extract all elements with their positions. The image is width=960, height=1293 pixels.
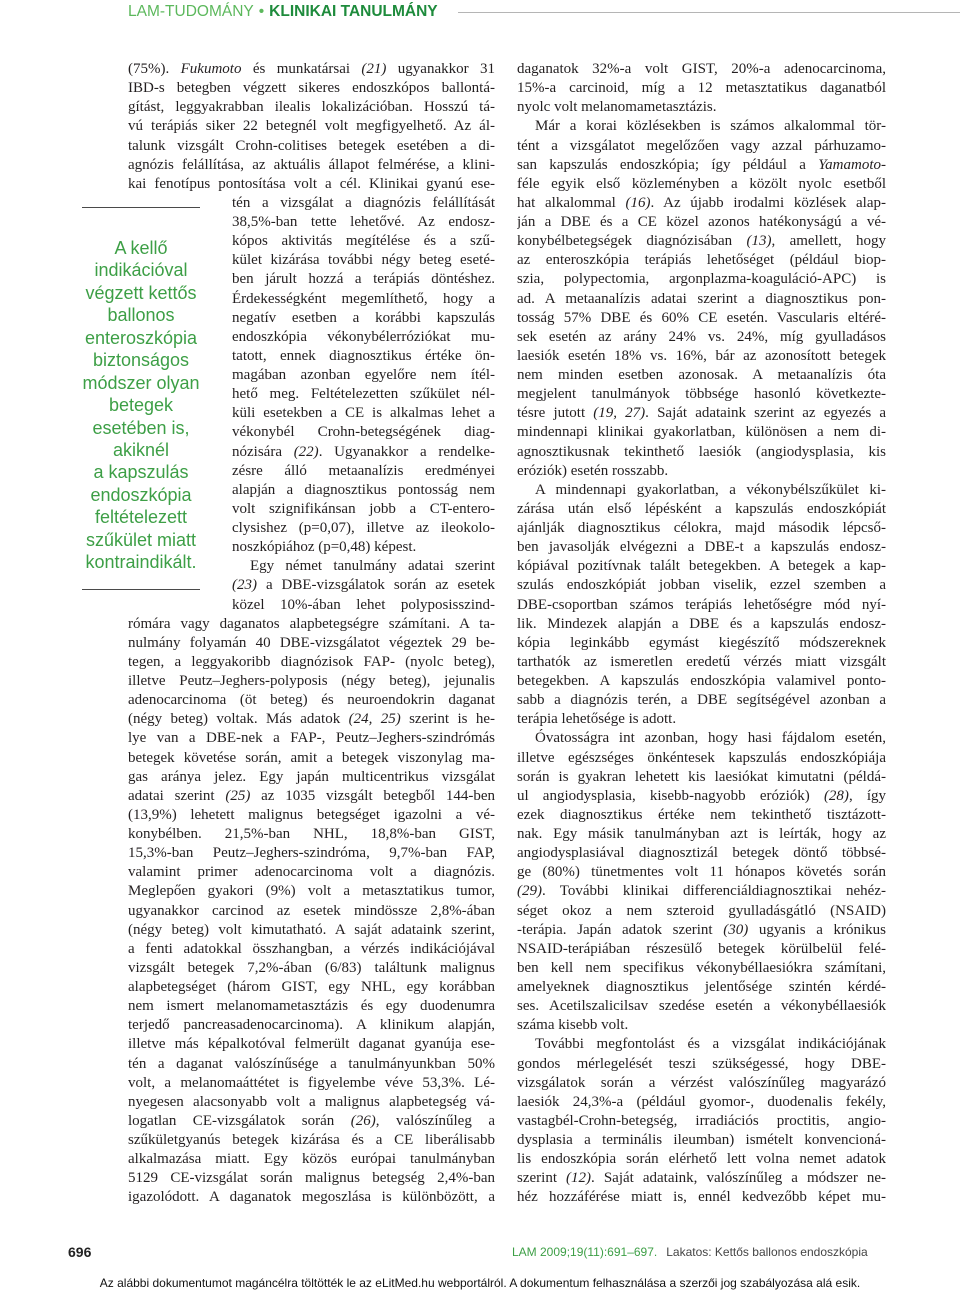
text-line: clysishez (p=0,07), illetve az ileokolo- xyxy=(232,520,495,536)
page-number: 696 xyxy=(68,1244,92,1260)
text-segment: ul angiodysplasia, kisebb-nagyobb eróziók) xyxy=(517,787,824,804)
pull-quote-line: módszer olyan xyxy=(82,372,200,393)
text-segment: tésre jutott xyxy=(517,405,594,422)
text-line: tén a vizsgálat a diagnózis felállítását xyxy=(232,194,495,211)
pull-quote-line: endoszkópia xyxy=(90,484,192,505)
text-line: gondos mérlegelését teszi szükségessé, hogy DBE- xyxy=(517,1055,886,1072)
header-section-label: LAM-TUDOMÁNY xyxy=(128,3,254,20)
text-line: valamint primer adenocarcinoma volt a diagnózis. xyxy=(128,864,495,881)
text-line: héz hozzáférése miatt is, ennél kedvezőbb képet mu- xyxy=(517,1189,886,1206)
header-separator: • xyxy=(258,3,265,20)
running-header xyxy=(128,2,438,22)
text-segment: logatlan CE-vizsgálatok során xyxy=(128,1112,351,1129)
text-line: ugyanakkor carcinod az esetek mindössze 2,8%-ában xyxy=(128,902,495,919)
italic-text: (13) xyxy=(746,233,772,250)
text-line: szia, polypectomia, argonplazma-koaguláció-APC) is xyxy=(517,271,886,288)
text-line: magában azonban egyelőre nem ítél- xyxy=(232,367,495,383)
text-segment: szerint xyxy=(517,1170,567,1187)
text-line: ge (80%) tünetmentes volt 11 hónapos követés során xyxy=(517,864,886,881)
text-line xyxy=(517,232,886,251)
text-line xyxy=(517,1169,886,1188)
text-line: adenocarcinoma (öt beteg) és neuroendokrin daganat xyxy=(128,692,495,709)
text-segment: ugyanakkor 31 xyxy=(386,61,495,77)
text-line: eróziók) esetén rosszabb. xyxy=(517,462,669,479)
text-line: megjelent tanulmányok többsége hasonló következte- xyxy=(517,386,886,403)
text-line: amelyeknek diagnosztikus jelentősége szintén kérdé- xyxy=(517,979,886,995)
text-line: ses. Acetilszalicilsav szedése esetén a vékonybéllaesiók xyxy=(517,998,886,1015)
text-line: (négy beteg) volt kimutatható. A saját adataink szerint, xyxy=(128,921,495,938)
text-segment: nózisára xyxy=(232,443,294,460)
text-line: alkalmazása miatt. Egy közös európai tanulmányban xyxy=(128,1151,495,1168)
text-line: 15,3%-ban Peutz–Jeghers-szindróma, 9,7%-ban FAP, xyxy=(128,845,495,862)
text-line: ján a DBE és a CE közel azonos hatékonyságú a vé- xyxy=(517,214,886,230)
text-line: ajánlják diagnosztikus célokra, majd második lépcső- xyxy=(517,520,886,536)
text-line: negatív esetben a korábbi kapszulás xyxy=(232,309,495,326)
text-line: lik. Mindezek alapján a DBE és a kapszulás endosz- xyxy=(517,615,886,632)
text-line: illetve más képalkotóval felmerült daganat gyanúja ese- xyxy=(128,1036,495,1053)
text-line: alapján a diagnosztikus pontosság nem xyxy=(232,481,495,498)
text-segment: . Saját adataink szerint az egyezés a xyxy=(645,405,886,422)
text-line: ben javasolják elvégezni a DBE-t a kapszulás endosz- xyxy=(517,539,886,556)
text-line: laesiók 24,3%-a (például gyomor-, duodenalis fekély, xyxy=(517,1093,886,1110)
text-segment: konybélbetegségek diagnózisában xyxy=(517,233,747,250)
text-line: volt, a melanomaáttétet is figyelembe véve 53,3%. Lé- xyxy=(128,1074,495,1091)
paragraph xyxy=(517,481,886,730)
paragraph xyxy=(517,1035,886,1207)
text-line: nak. Egy másik tanulmányban azt is leírták, hogy az xyxy=(517,826,886,842)
pull-quote-line: esetében is, xyxy=(92,417,190,438)
text-segment: adatai szerint xyxy=(128,787,226,804)
text-line: ben járult hozzá a terápiás döntéshez. xyxy=(232,271,495,288)
text-line: szulás endoszkópiát jobban viselik, ezzel szemben a xyxy=(517,577,886,594)
text-line: terjedő pancreasadenocarcinoma). A klinikum alapján, xyxy=(128,1017,495,1034)
text-line xyxy=(128,1112,495,1131)
text-line: laesiók esetén 18% vs. 16%, bár az azonosított betegek xyxy=(517,347,886,364)
pull-quote-line: betegek xyxy=(108,395,174,416)
text-line xyxy=(517,404,886,423)
text-line: nyolc volt melanomametasztázis. xyxy=(517,99,717,116)
text-line: Egy német tanulmány adatai szerint xyxy=(250,558,495,575)
text-line: zésre álló metaanalízis eredményei xyxy=(232,462,495,479)
italic-text: Fukumoto xyxy=(180,61,242,77)
text-segment: és munkatársai xyxy=(241,61,362,77)
text-line: küli esetekben a CE is alkalmas lehet a xyxy=(232,405,495,422)
pull-quote-line: akiknél xyxy=(112,439,170,460)
text-line: tosság 57% DBE és 60% CE esetén. Vascularis eltéré- xyxy=(517,309,886,326)
text-segment: . További klinikai differenciáldiagnosztikai nehéz- xyxy=(542,883,886,900)
footer-info xyxy=(512,1245,868,1259)
text-line: vizsgált betegek 7,2%-ában (6/83) találtunk malignus xyxy=(128,959,495,976)
text-line: nem ismert melanomametasztázis és egy duodenumra xyxy=(128,998,495,1015)
text-line: féle egyik első közleményben a közölt nyolc esetből xyxy=(517,175,886,192)
text-segment: az 1035 vizsgált betegből 144-ben xyxy=(250,787,495,804)
text-line: illetve Peutz–Jeghers-polyposis (négy beteg), jejunalis xyxy=(128,673,495,689)
text-line xyxy=(517,787,886,806)
text-line: agnózis felállítása, az aktuális állapot felmérése, a klini- xyxy=(128,156,495,173)
pull-quote-line: A kellő xyxy=(114,238,168,258)
text-line: alapbetegséget (három GIST, egy NHL, egy korábban xyxy=(128,979,495,995)
text-line: mindennapi klinikai gyakorlatban, különösen a nem di- xyxy=(517,424,886,441)
italic-text: (30) xyxy=(723,921,749,938)
text-line: További megfontolást és a vizsgálat indikációjának xyxy=(535,1036,886,1053)
text-line xyxy=(232,443,495,462)
text-line: vú terápiás siker 22 betegnél volt megfigyelhető. Az ál- xyxy=(128,118,495,135)
header-rule xyxy=(458,12,960,13)
text-line: szűkületgyanús betegek kizárása és a CE liberálisabb xyxy=(128,1132,495,1148)
text-line: angiodysplasiával diagnosztizál betegek döntő többsé- xyxy=(517,845,886,862)
paragraph xyxy=(128,557,495,1207)
text-line xyxy=(128,787,495,806)
pull-quote-line: szűkület miatt xyxy=(85,529,197,550)
text-line: betegek követése során, amit a betegek viszonylag ma- xyxy=(128,749,495,766)
italic-text: Yamamoto xyxy=(818,156,881,173)
paragraph xyxy=(128,60,495,557)
italic-text: (19, 27) xyxy=(593,405,646,422)
text-line: sek esetén az arány 24% vs. 24%, míg gyulladásos xyxy=(517,328,886,345)
text-line xyxy=(128,60,495,79)
text-line: nulmány folyamán 40 DBE-vizsgálatot végeztek 29 be- xyxy=(128,634,495,651)
text-line: hető meg. Feltételezetten szűkület nél- xyxy=(232,386,495,403)
text-line: lye van a DBE-nek a FAP-, Peutz–Jeghers-szindrómás xyxy=(128,730,495,747)
text-line: illetve egészséges önkéntesek kapszulás endoszkópiája xyxy=(517,749,886,766)
text-line: 15%-a carcinoid, míg a 12 metasztatikus daganatból xyxy=(517,80,886,97)
text-line: tarthatók az ismeretlen eredetű vérzés miatt vizsgált xyxy=(517,653,886,670)
text-line: kópia leginkább egymást kiegészítő módszereknek xyxy=(517,634,886,651)
footer-running-title: Lakatos: Kettős ballonos endoszkópia xyxy=(666,1245,868,1259)
text-line: Már a korai közlésekben is számos alkalommal tör- xyxy=(535,118,886,135)
italic-text: (21) xyxy=(361,61,387,77)
text-line: kópos aktivitás megítélése és a szű- xyxy=(232,233,495,250)
paragraph xyxy=(517,729,886,1035)
text-line: vastagbél-Crohn-betegség, irradiációs proctitis, angio- xyxy=(517,1112,886,1129)
text-line: ben kell nem specifikus vékonybéllaesiókra számítani, xyxy=(517,959,886,976)
text-line xyxy=(517,882,886,901)
text-line: dysplasia a terminális ileumban) ismételt konvencioná- xyxy=(517,1132,886,1148)
italic-text: (26) xyxy=(350,1112,376,1129)
text-line: Érdekességként megemlíthető, hogy a xyxy=(232,290,495,307)
text-line: gas aránya jelez. Egy japán multicentrikus vizsgálat xyxy=(128,768,495,785)
text-segment: hat alkalommal xyxy=(517,194,626,211)
text-line: közel 10%-ában lehet polyposisszind- xyxy=(232,596,495,613)
text-line: nyegesen alacsonyabb volt a malignus alapbetegség vá- xyxy=(128,1093,495,1110)
text-line: az enteroszkópia terápiás lehetőséget (például biop- xyxy=(517,252,886,269)
text-line: a fenti adatokkal összhangban, a vérzés indikációjával xyxy=(128,940,495,957)
text-line: Óvatosságra int azonban, hogy hasi fájdalom esetén, xyxy=(535,730,886,747)
text-line: lis endoszkópia során elérhető lett volna nemet adatok xyxy=(517,1151,886,1168)
text-column-1 xyxy=(128,60,495,1208)
text-segment: , amellett, hogy xyxy=(771,233,886,250)
footer-citation: LAM 2009;19(11):691–697. xyxy=(512,1245,658,1259)
text-line: endoszkópia vékonybélerróziókat mu- xyxy=(232,328,495,345)
text-line xyxy=(232,576,495,595)
text-segment: - xyxy=(881,156,886,173)
text-line: kai fenotípus pontosítása volt a cél. Klinikai gyanú ese- xyxy=(128,175,495,192)
text-segment: ugyanis a krónikus xyxy=(748,921,886,938)
text-segment: , valószínűleg a xyxy=(375,1112,495,1129)
text-column-2 xyxy=(517,60,886,1208)
italic-text: (24, 25) xyxy=(348,711,401,728)
text-line: A mindennapi gyakorlatban, a vékonybélszűkület ki- xyxy=(535,481,886,498)
text-line: 5129 CE-vizsgálat során malignus betegség 2,4%-ban xyxy=(128,1170,495,1187)
text-segment: , így xyxy=(848,787,886,804)
text-line: agnosztikusnak tekinthető laesiók (angiodysplasia, kis xyxy=(517,443,886,460)
text-line: sabb a diagnózis terén, a DBE segítségével azonban a xyxy=(517,692,886,709)
text-line: ad. A metaanalízis adatai szerint a diagnosztikus pon- xyxy=(517,290,886,307)
text-line: betegekben. A kapszulás endoszkópia valamivel ponto- xyxy=(517,673,886,689)
text-line xyxy=(517,921,886,940)
text-line xyxy=(517,194,886,213)
text-line: noszkópiához (p=0,48) képest. xyxy=(232,539,417,556)
text-line: ezek diagnosztikus értéke nem tekinthető tisztázott- xyxy=(517,806,886,823)
text-line: igazolódott. A daganatok megoszlása is különbözött, a xyxy=(128,1189,495,1206)
text-segment: (75%). xyxy=(128,61,181,77)
italic-text: (22) xyxy=(293,443,319,460)
text-line: zárása után első lépésként a kapszulás endoszkópiát xyxy=(517,500,886,517)
text-line xyxy=(517,156,886,175)
text-line: száma kisebb volt. xyxy=(517,1017,629,1034)
text-segment: san kapszulás endoszkópia; így például a xyxy=(517,156,819,173)
text-segment: -terápia. Japán adatok szerint xyxy=(517,921,724,938)
pull-quote-line: végzett kettős xyxy=(85,282,197,303)
pull-quote-line: enteroszkópia xyxy=(84,327,198,348)
text-line: kület kizárása további négy beteg eseté- xyxy=(232,252,495,269)
text-line: kópiával pozitívnak talált betegekben. A betegek a kap- xyxy=(517,558,886,575)
text-line: DBE-csoportban számos terápiás lehetőségre mód nyí- xyxy=(517,596,886,613)
text-line: Meglepően gyakori (9%) volt a metasztatikus tumor, xyxy=(128,883,495,900)
text-line: volt szignifikánsan jobb a CT-entero- xyxy=(232,500,495,517)
text-line: daganatok 32%-a volt GIST, 20%-a adenocarcinoma, xyxy=(517,61,886,77)
text-line xyxy=(128,710,495,729)
text-line: tegen, a leggyakoribb diagnózisok FAP- (nyolc beteg), xyxy=(128,653,495,670)
text-line: rómára vagy daganatos alapbetegségre számítani. A ta- xyxy=(128,615,495,632)
italic-text: (25) xyxy=(225,787,251,804)
pull-quote-line: ballonos xyxy=(107,305,175,326)
text-segment: a DBE-vizsgálatok során az esetek xyxy=(257,577,495,594)
text-line: tén a daganat valószínűsége a tanulmányunkban 50% xyxy=(128,1055,495,1072)
italic-text: (23) xyxy=(232,577,257,594)
text-segment: . Saját adataink, valószínűleg a módszer ne- xyxy=(591,1170,886,1187)
text-line: során is gyakran lehetett kis laesiókat kimutatni (példá- xyxy=(517,768,886,785)
text-line: konybélben. 21,5%-ban NHL, 18,8%-ban GIST, xyxy=(128,826,495,842)
italic-text: (28) xyxy=(823,787,849,804)
text-line: 38,5%-ban tette lehetővé. Az endosz- xyxy=(232,214,495,230)
text-line: séget okoz a nem szteroid gyulladásgátló (NSAID) xyxy=(517,902,886,919)
paragraph xyxy=(517,60,886,117)
text-line: nem minden esetben azonosak. A metaanalízis óta xyxy=(517,367,886,383)
text-line: gítást, leggyakrabban ilealis lokalizációban. Hosszú tá- xyxy=(128,99,495,116)
header-category-label: KLINIKAI TANULMÁNY xyxy=(269,3,438,20)
text-line: tént a vizsgálatot megelőzően vagy azzal párhuzamo- xyxy=(517,137,886,154)
text-line: tatott, ennek diagnosztikus értéke ön- xyxy=(232,347,495,364)
download-disclaimer: Az alábbi dokumentumot magáncélra töltötték le az eLitMed.hu webportálról. A dokumentum felhasználása a szerzői jog szabályozása alá esik. xyxy=(99,1276,861,1290)
pull-quote-line: kontraindikált. xyxy=(85,552,197,573)
text-line: talunk vizsgált Crohn-colitises betegek esetében a di- xyxy=(128,137,495,154)
italic-text: (16) xyxy=(625,194,651,211)
text-line: vizsgálatok során a vérzést valószínűleg magyarázó xyxy=(517,1074,886,1091)
pull-quote-line: biztonságos xyxy=(92,350,190,371)
text-segment: . Ugyanakkor a rendelke- xyxy=(318,443,495,460)
text-segment: . Az újabb irodalmi közlések alap- xyxy=(650,194,886,211)
text-line: NSAID-terápiában részesülő betegek körülbelül felé- xyxy=(517,940,886,957)
text-segment: szerint is he- xyxy=(400,711,495,728)
paragraph xyxy=(517,117,886,480)
text-line: (13,9%) lehetett malignus betegséget igazolni a vé- xyxy=(128,806,495,823)
text-line: terápia lehetősége is adott. xyxy=(517,711,677,728)
pull-quote-line: feltételezett xyxy=(94,507,188,528)
pull-quote-line: a kapszulás xyxy=(93,462,189,483)
italic-text: (12) xyxy=(566,1170,592,1187)
text-line: vékonybél Crohn-betegségének diag- xyxy=(232,424,495,441)
pull-quote-line: indikációval xyxy=(94,260,188,281)
text-line: IBD-s betegben végzett sikeres endoszkópos ballontá- xyxy=(128,80,495,97)
text-segment: (négy beteg) voltak. Más adatok xyxy=(128,711,349,728)
italic-text: (29) xyxy=(517,883,542,900)
